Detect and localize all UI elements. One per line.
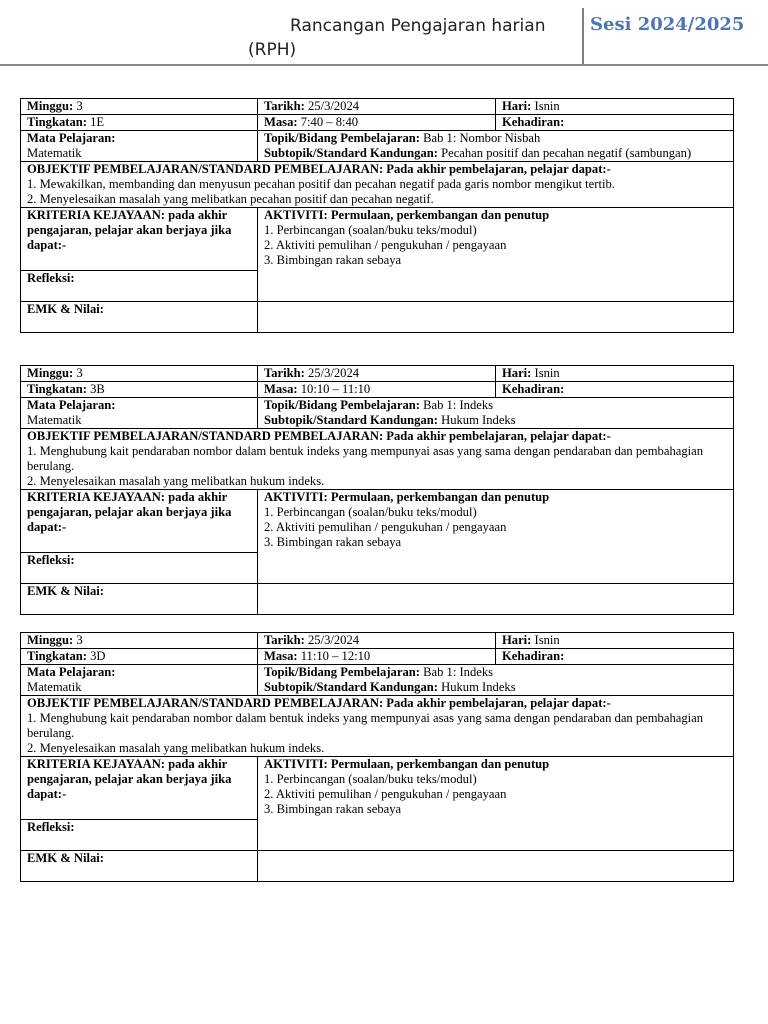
lesson-plan-table bbox=[20, 632, 734, 882]
time-value: 10:10 – 11:10 bbox=[297, 382, 371, 396]
cell-attendance: Kehadiran: bbox=[496, 649, 734, 665]
activity-item: 1. Perbincangan (soalan/buku teks/modul) bbox=[264, 772, 477, 786]
activity-item: 2. Aktiviti pemulihan / pengukuhan / pengayaan bbox=[264, 238, 507, 252]
page-header bbox=[0, 0, 768, 66]
row-week-date-day bbox=[21, 633, 734, 649]
cell-activities: AKTIVITI: Permulaan, perkembangan dan penutup 1. Perbincangan (soalan/buku teks/modul) 2. Aktiviti pemulihan / pengukuhan / pengayaan 3. Bimbingan rakan sebaya bbox=[258, 208, 734, 302]
cell-emk-value bbox=[258, 302, 734, 333]
cell-emk-value bbox=[258, 851, 734, 882]
cell-activities: AKTIVITI: Permulaan, perkembangan dan penutup 1. Perbincangan (soalan/buku teks/modul) 2. Aktiviti pemulihan / pengukuhan / pengayaan 3. Bimbingan rakan sebaya bbox=[258, 490, 734, 584]
day-value: Isnin bbox=[531, 633, 560, 647]
row-emk bbox=[21, 851, 734, 882]
cell-emk: EMK & Nilai: bbox=[21, 302, 258, 333]
form-value: 1E bbox=[86, 115, 105, 129]
cell-form: Tingkatan: 1E bbox=[21, 115, 258, 131]
activity-item: 2. Aktiviti pemulihan / pengukuhan / pengayaan bbox=[264, 787, 507, 801]
cell-objectives: OBJEKTIF PEMBELAJARAN/STANDARD PEMBELAJARAN: Pada akhir pembelajaran, pelajar dapat:- 1. Menghubung kait pendaraban nombor dalam bentuk indeks yang mempunyai asas yang sama dengan pendaraban dan pembahagian berulang. 2. Menyelesaikan masalah yang melibatkan hukum indeks. bbox=[21, 696, 734, 757]
row-form-time-attendance bbox=[21, 115, 734, 131]
cell-form: Tingkatan: 3D bbox=[21, 649, 258, 665]
date-value: 25/3/2024 bbox=[304, 99, 360, 113]
row-subject-topic bbox=[21, 398, 734, 429]
row-week-date-day bbox=[21, 366, 734, 382]
cell-reflection: Refleksi: bbox=[21, 553, 258, 584]
cell-time: Masa: 7:40 – 8:40 bbox=[258, 115, 496, 131]
cell-emk: EMK & Nilai: bbox=[21, 584, 258, 615]
week-value: 3 bbox=[73, 366, 83, 380]
cell-objectives: OBJEKTIF PEMBELAJARAN/STANDARD PEMBELAJARAN: Pada akhir pembelajaran, pelajar dapat:- 1. Mewakilkan, membanding dan menyusun pecahan positif dan pecahan negatif pada garis nombor mengikut tertib. 2. Menyelesaikan masalah yang melibatkan pecahan positif dan pecahan negatif. bbox=[21, 162, 734, 208]
date-value: 25/3/2024 bbox=[304, 366, 360, 380]
row-criteria-activities bbox=[21, 757, 734, 820]
cell-week: Minggu: 3 bbox=[21, 366, 258, 382]
cell-topic: Topik/Bidang Pembelajaran: Bab 1: Indeks Subtopik/Standard Kandungan: Hukum Indeks bbox=[258, 665, 734, 696]
cell-reflection: Refleksi: bbox=[21, 820, 258, 851]
cell-day: Hari: Isnin bbox=[496, 99, 734, 115]
cell-time: Masa: 10:10 – 11:10 bbox=[258, 382, 496, 398]
cell-reflection: Refleksi: bbox=[21, 271, 258, 302]
row-objectives bbox=[21, 162, 734, 208]
objective-item: 2. Menyelesaikan masalah yang melibatkan pecahan positif dan pecahan negatif. bbox=[27, 192, 434, 206]
activity-item: 1. Perbincangan (soalan/buku teks/modul) bbox=[264, 223, 477, 237]
cell-criteria: KRITERIA KEJAYAAN: pada akhir pengajaran, pelajar akan berjaya jika dapat:- bbox=[21, 208, 258, 271]
row-objectives bbox=[21, 696, 734, 757]
cell-subject: Mata Pelajaran: Matematik bbox=[21, 665, 258, 696]
time-value: 7:40 – 8:40 bbox=[297, 115, 359, 129]
lesson-plan-table bbox=[20, 98, 734, 333]
subtopic-value: Hukum Indeks bbox=[437, 680, 516, 694]
activity-item: 3. Bimbingan rakan sebaya bbox=[264, 802, 402, 816]
cell-activities: AKTIVITI: Permulaan, perkembangan dan penutup 1. Perbincangan (soalan/buku teks/modul) 2. Aktiviti pemulihan / pengukuhan / pengayaan 3. Bimbingan rakan sebaya bbox=[258, 757, 734, 851]
activity-item: 2. Aktiviti pemulihan / pengukuhan / pengayaan bbox=[264, 520, 507, 534]
time-value: 11:10 – 12:10 bbox=[297, 649, 371, 663]
form-value: 3D bbox=[86, 649, 106, 663]
form-value: 3B bbox=[86, 382, 105, 396]
subject-value: Matematik bbox=[27, 680, 82, 694]
cell-objectives: OBJEKTIF PEMBELAJARAN/STANDARD PEMBELAJARAN: Pada akhir pembelajaran, pelajar dapat:- 1. Menghubung kait pendaraban nombor dalam bentuk indeks yang mempunyai asas yang sama dengan pendaraban dan pembahagian berulang. 2. Menyelesaikan masalah yang melibatkan hukum indeks. bbox=[21, 429, 734, 490]
cell-topic: Topik/Bidang Pembelajaran: Bab 1: Nombor Nisbah Subtopik/Standard Kandungan: Pecahan positif dan pecahan negatif (sambungan) bbox=[258, 131, 734, 162]
cell-criteria: KRITERIA KEJAYAAN: pada akhir pengajaran, pelajar akan berjaya jika dapat:- bbox=[21, 757, 258, 820]
activity-item: 3. Bimbingan rakan sebaya bbox=[264, 253, 402, 267]
topic-value: Bab 1: Indeks bbox=[419, 398, 494, 412]
row-emk bbox=[21, 584, 734, 615]
cell-week: Minggu: 3 bbox=[21, 633, 258, 649]
cell-subject: Mata Pelajaran: Matematik bbox=[21, 131, 258, 162]
activity-item: 3. Bimbingan rakan sebaya bbox=[264, 535, 402, 549]
subject-value: Matematik bbox=[27, 413, 82, 427]
day-value: Isnin bbox=[531, 99, 560, 113]
row-emk bbox=[21, 302, 734, 333]
day-value: Isnin bbox=[531, 366, 560, 380]
row-form-time-attendance bbox=[21, 649, 734, 665]
cell-day: Hari: Isnin bbox=[496, 366, 734, 382]
cell-attendance: Kehadiran: bbox=[496, 382, 734, 398]
topic-value: Bab 1: Indeks bbox=[419, 665, 494, 679]
cell-emk: EMK & Nilai: bbox=[21, 851, 258, 882]
cell-attendance: Kehadiran: bbox=[496, 115, 734, 131]
subject-value: Matematik bbox=[27, 146, 82, 160]
page-title: Rancangan Pengajaran harian (RPH) bbox=[248, 16, 546, 60]
session-label: Sesi 2024/2025 bbox=[590, 14, 745, 35]
cell-date: Tarikh: 25/3/2024 bbox=[258, 99, 496, 115]
activity-item: 1. Perbincangan (soalan/buku teks/modul) bbox=[264, 505, 477, 519]
cell-topic: Topik/Bidang Pembelajaran: Bab 1: Indeks Subtopik/Standard Kandungan: Hukum Indeks bbox=[258, 398, 734, 429]
cell-date: Tarikh: 25/3/2024 bbox=[258, 366, 496, 382]
cell-form: Tingkatan: 3B bbox=[21, 382, 258, 398]
row-subject-topic bbox=[21, 131, 734, 162]
row-form-time-attendance bbox=[21, 382, 734, 398]
objective-item: 1. Menghubung kait pendaraban nombor dalam bentuk indeks yang mempunyai asas yang sama dengan pendaraban dan pembahagian berulang. bbox=[27, 711, 704, 740]
cell-time: Masa: 11:10 – 12:10 bbox=[258, 649, 496, 665]
cell-week: Minggu: 3 bbox=[21, 99, 258, 115]
header-rule bbox=[0, 64, 768, 66]
date-value: 25/3/2024 bbox=[304, 633, 360, 647]
row-criteria-activities bbox=[21, 208, 734, 271]
subtopic-value: Pecahan positif dan pecahan negatif (sambungan) bbox=[437, 146, 692, 160]
subtopic-value: Hukum Indeks bbox=[437, 413, 516, 427]
cell-subject: Mata Pelajaran: Matematik bbox=[21, 398, 258, 429]
row-criteria-activities bbox=[21, 490, 734, 553]
week-value: 3 bbox=[73, 633, 83, 647]
cell-emk-value bbox=[258, 584, 734, 615]
objective-item: 2. Menyelesaikan masalah yang melibatkan hukum indeks. bbox=[27, 474, 325, 488]
cell-day: Hari: Isnin bbox=[496, 633, 734, 649]
objective-item: 1. Mewakilkan, membanding dan menyusun pecahan positif dan pecahan negatif pada garis nombor mengikut tertib. bbox=[27, 177, 615, 191]
cell-date: Tarikh: 25/3/2024 bbox=[258, 633, 496, 649]
objective-item: 1. Menghubung kait pendaraban nombor dalam bentuk indeks yang mempunyai asas yang sama dengan pendaraban dan pembahagian berulang. bbox=[27, 444, 704, 473]
header-divider bbox=[582, 8, 584, 64]
row-week-date-day bbox=[21, 99, 734, 115]
week-value: 3 bbox=[73, 99, 83, 113]
objective-item: 2. Menyelesaikan masalah yang melibatkan hukum indeks. bbox=[27, 741, 325, 755]
topic-value: Bab 1: Nombor Nisbah bbox=[419, 131, 541, 145]
row-subject-topic bbox=[21, 665, 734, 696]
row-objectives bbox=[21, 429, 734, 490]
lesson-plan-table bbox=[20, 365, 734, 615]
cell-criteria: KRITERIA KEJAYAAN: pada akhir pengajaran, pelajar akan berjaya jika dapat:- bbox=[21, 490, 258, 553]
